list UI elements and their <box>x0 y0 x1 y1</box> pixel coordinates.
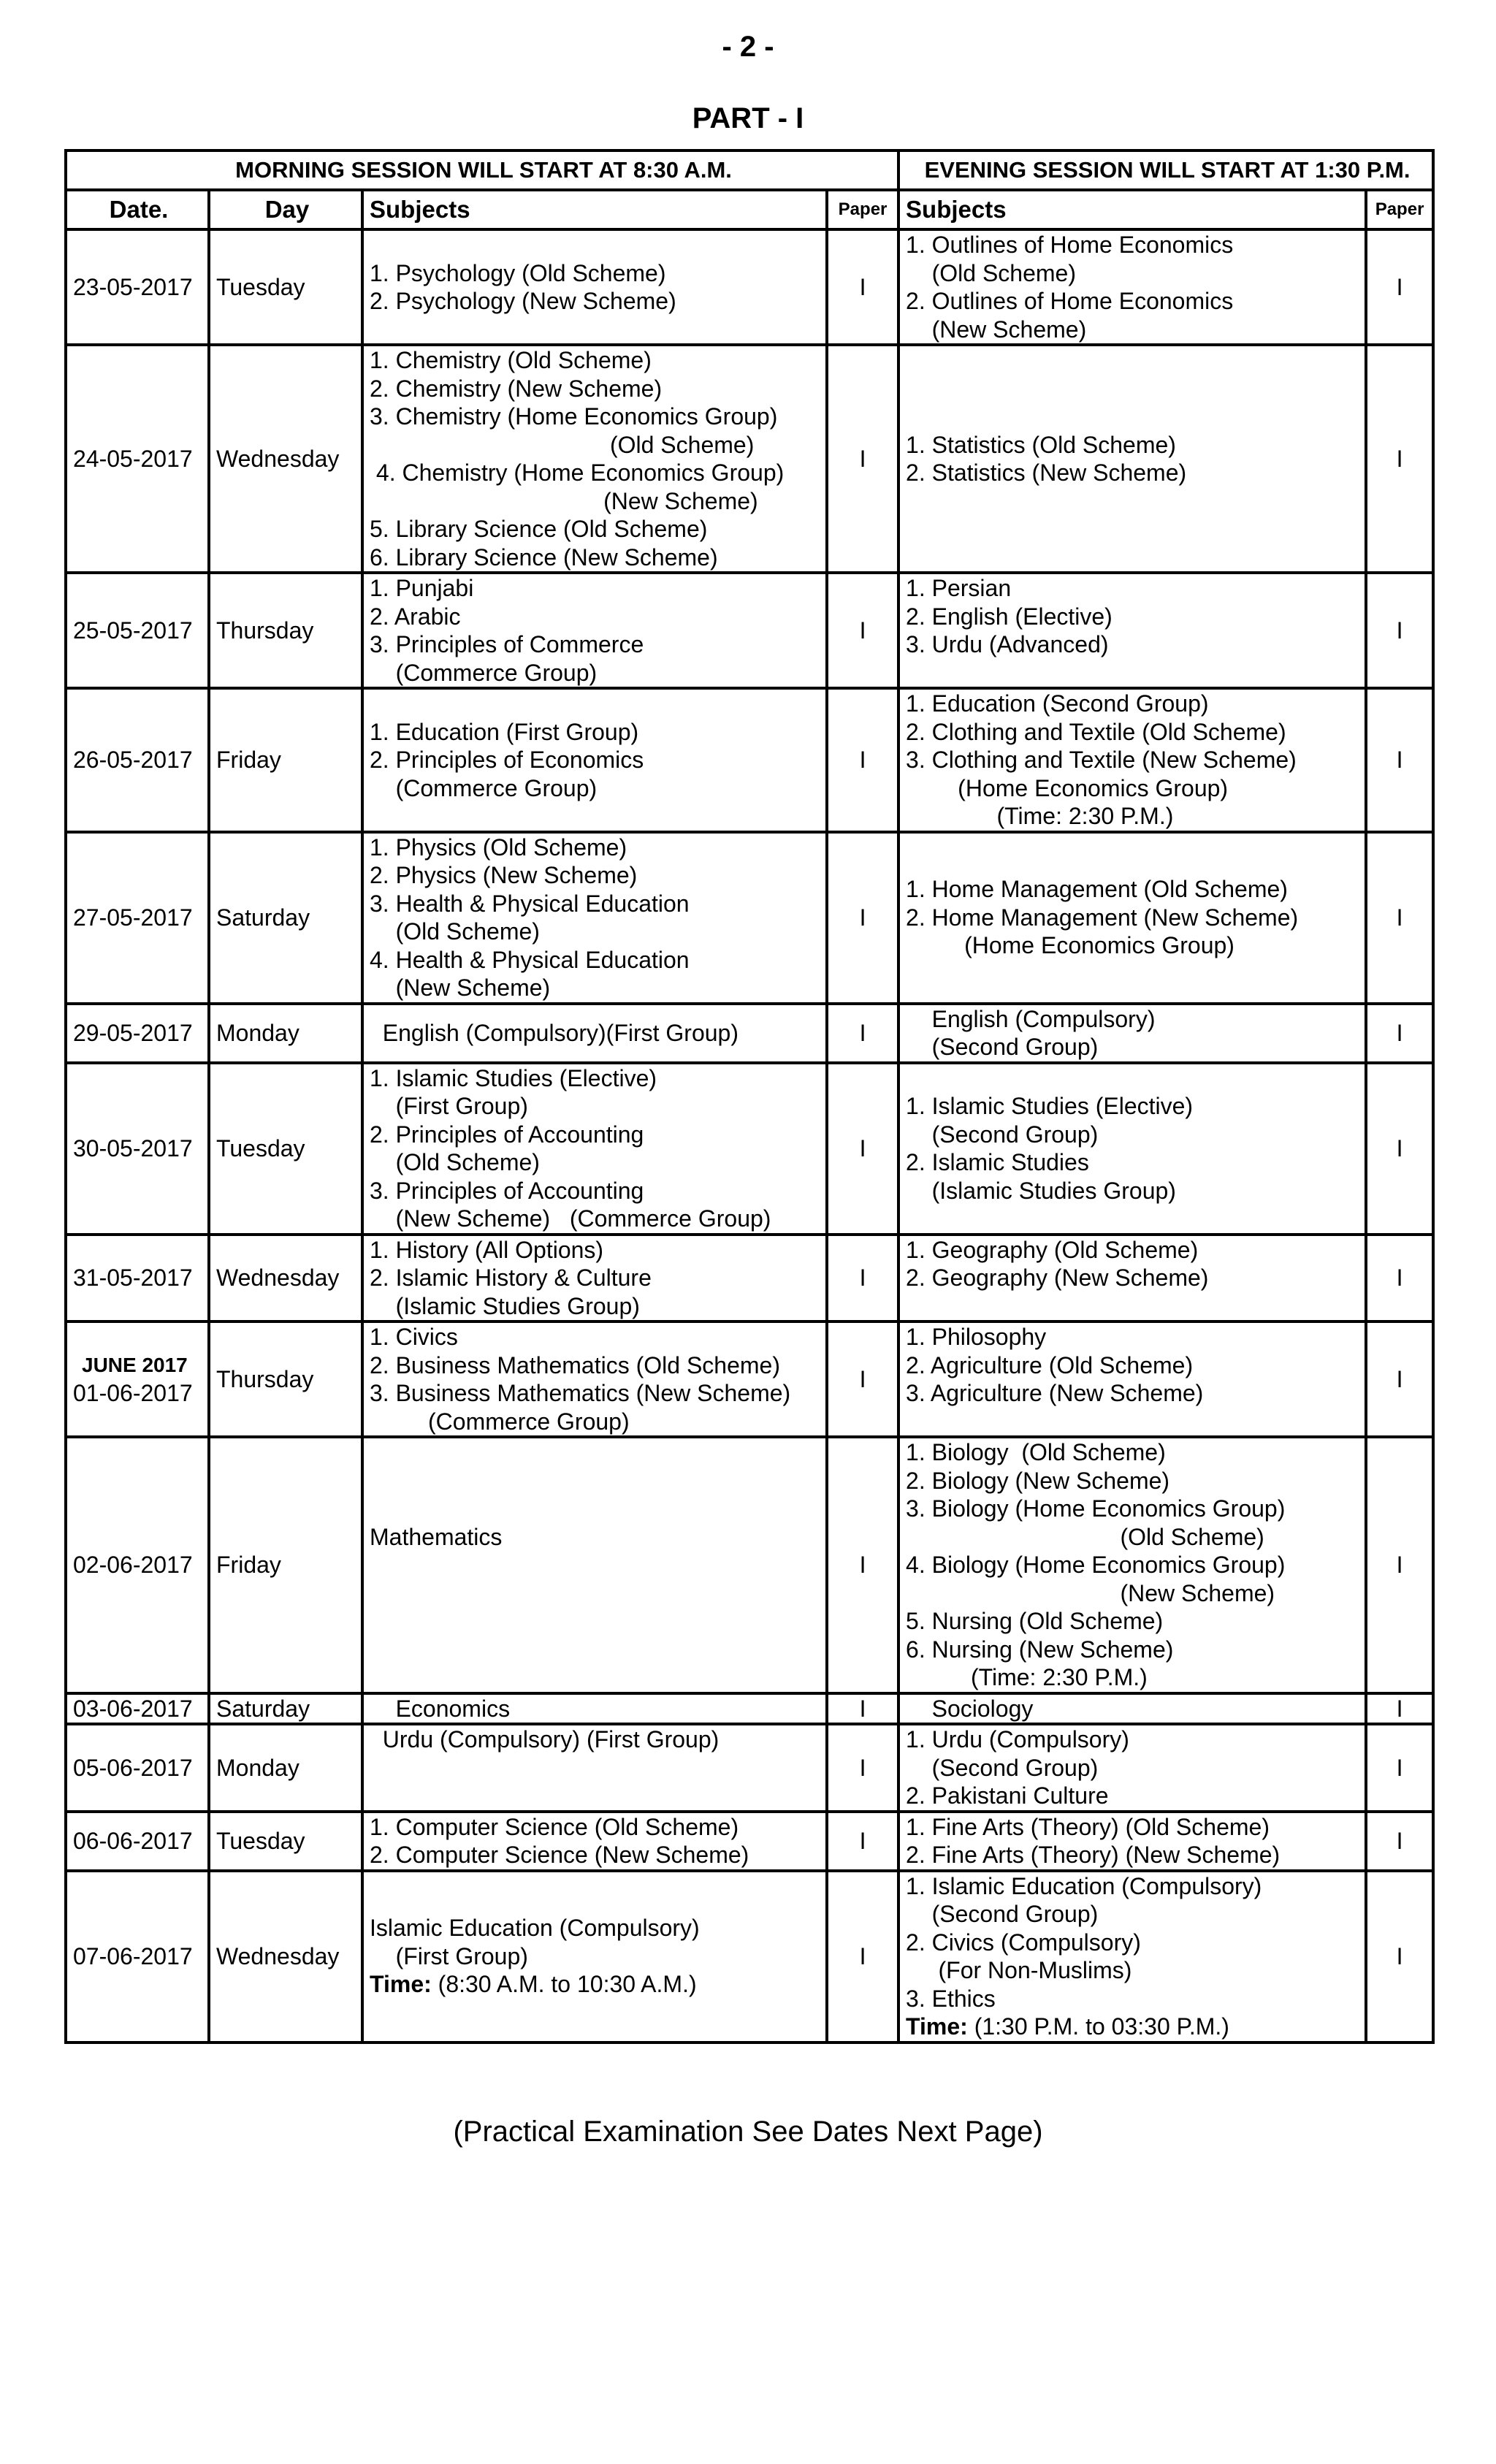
subject-line: 2. Pakistani Culture <box>906 1782 1109 1809</box>
subject-line: 3. Ethics <box>906 1985 996 2012</box>
column-header-row <box>66 190 1433 229</box>
morning-subjects-cell <box>362 1871 827 2042</box>
subject-line: 6. Nursing (New Scheme) <box>906 1636 1174 1663</box>
exam-date: 23-05-2017 <box>73 273 193 300</box>
subject-line: 1. Home Management (Old Scheme) <box>906 876 1288 903</box>
morning-paper-cell: I <box>827 345 898 573</box>
date-cell <box>66 1693 209 1725</box>
subject-line: 1. Urdu (Compulsory) <box>906 1726 1129 1752</box>
exam-date: 26-05-2017 <box>73 747 193 773</box>
evening-subjects-cell <box>898 1321 1366 1437</box>
subject-line: (Second Group) <box>906 1034 1099 1060</box>
subject-line: 3. Urdu (Advanced) <box>906 631 1109 657</box>
month-heading: JUNE 2017 <box>82 1353 188 1376</box>
subject-line: 1. Statistics (Old Scheme) <box>906 431 1176 458</box>
subject-line: (Islamic Studies Group) <box>906 1177 1176 1204</box>
date-cell <box>66 1437 209 1693</box>
evening-subjects-cell <box>898 1693 1366 1725</box>
subject-line: (Old Scheme) <box>370 918 540 945</box>
morning-subjects-cell <box>362 1063 827 1235</box>
subject-line: 3. Principles of Accounting <box>370 1177 644 1204</box>
subject-line: 2. Islamic Studies <box>906 1149 1089 1175</box>
morning-paper-cell: I <box>827 1871 898 2042</box>
subject-line: 1. Education (Second Group) <box>906 690 1209 717</box>
evening-subjects-cell <box>898 229 1366 345</box>
evening-subjects-cell <box>898 1724 1366 1812</box>
subject-line: 3. Principles of Commerce <box>370 631 644 657</box>
subject-line: 1. Psychology (Old Scheme) <box>370 259 666 286</box>
subject-line: 4. Health & Physical Education <box>370 946 690 973</box>
day-cell: Wednesday <box>209 345 362 573</box>
subject-line: 1. Physics (Old Scheme) <box>370 834 627 861</box>
subject-line: 2. Clothing and Textile (Old Scheme) <box>906 718 1286 745</box>
exam-date: 25-05-2017 <box>73 617 193 644</box>
subject-line: English (Compulsory)(First Group) <box>370 1019 739 1046</box>
morning-session-header: MORNING SESSION WILL START AT 8:30 A.M. <box>66 150 898 190</box>
morning-subjects-cell <box>362 1812 827 1871</box>
subject-line: (New Scheme) <box>370 974 551 1001</box>
date-cell <box>66 832 209 1004</box>
subject-line: (Second Group) <box>906 1121 1099 1148</box>
date-cell <box>66 1724 209 1812</box>
schedule-body <box>66 229 1433 2042</box>
subject-line <box>906 659 1362 687</box>
morning-subjects-cell <box>362 688 827 832</box>
subject-line: (Time: 2:30 P.M.) <box>906 803 1174 829</box>
table-row <box>66 1063 1433 1235</box>
date-column-header: Date. <box>66 190 209 229</box>
morning-paper-cell: I <box>827 1724 898 1812</box>
exam-date: 02-06-2017 <box>73 1552 193 1578</box>
time-value: (8:30 A.M. to 10:30 A.M.) <box>431 1971 697 1998</box>
day-cell: Saturday <box>209 832 362 1004</box>
subject-line: 2. Fine Arts (Theory) (New Scheme) <box>906 1842 1281 1868</box>
day-cell: Tuesday <box>209 229 362 345</box>
subject-line: 5. Library Science (Old Scheme) <box>370 516 708 542</box>
time-label: Time: <box>370 1971 432 1998</box>
evening-paper-cell: I <box>1366 1235 1433 1322</box>
day-cell: Thursday <box>209 573 362 688</box>
evening-paper-cell: I <box>1366 688 1433 832</box>
exam-date: 27-05-2017 <box>73 904 193 931</box>
subject-line <box>370 1754 823 1782</box>
subject-line: (Commerce Group) <box>370 659 598 686</box>
subject-line: (Second Group) <box>906 1901 1099 1927</box>
morning-subjects-cell <box>362 1004 827 1063</box>
day-cell: Friday <box>209 1437 362 1693</box>
subject-line: (Second Group) <box>906 1754 1099 1781</box>
date-cell <box>66 229 209 345</box>
morning-paper-cell: I <box>827 832 898 1004</box>
table-row <box>66 1812 1433 1871</box>
date-cell <box>66 688 209 832</box>
morning-paper-cell: I <box>827 688 898 832</box>
subject-line: 2. Principles of Economics <box>370 747 644 773</box>
exam-date: 03-06-2017 <box>73 1695 193 1722</box>
evening-paper-cell: I <box>1366 1871 1433 2042</box>
table-row <box>66 345 1433 573</box>
table-row <box>66 1437 1433 1693</box>
date-cell <box>66 1004 209 1063</box>
subject-line: 1. Geography (Old Scheme) <box>906 1236 1199 1263</box>
evening-subjects-cell <box>898 1063 1366 1235</box>
subject-line: 2. Outlines of Home Economics <box>906 288 1234 314</box>
morning-paper-cell: I <box>827 573 898 688</box>
subject-line: (New Scheme) (Commerce Group) <box>370 1205 771 1232</box>
subject-line: Islamic Education (Compulsory) <box>370 1915 700 1942</box>
subject-line: 6. Library Science (New Scheme) <box>370 543 718 571</box>
evening-subjects-cell <box>898 573 1366 688</box>
subject-line: 1. Fine Arts (Theory) (Old Scheme) <box>906 1813 1270 1840</box>
morning-subjects-cell <box>362 1321 827 1437</box>
subject-line: (New Scheme) <box>906 316 1087 343</box>
morning-paper-column-header: Paper <box>827 190 898 229</box>
table-row <box>66 1235 1433 1322</box>
morning-paper-cell: I <box>827 1235 898 1322</box>
day-cell: Wednesday <box>209 1871 362 2042</box>
subject-line <box>906 1292 1362 1321</box>
subject-line: (Home Economics Group) <box>906 932 1234 959</box>
exam-schedule-table <box>64 149 1435 2044</box>
exam-date: 07-06-2017 <box>73 1942 193 1969</box>
table-row <box>66 573 1433 688</box>
day-cell: Wednesday <box>209 1235 362 1322</box>
table-row <box>66 229 1433 345</box>
subject-line: 1. Computer Science (Old Scheme) <box>370 1813 739 1840</box>
subject-line: 2. Arabic <box>370 603 461 630</box>
exam-date: 31-05-2017 <box>73 1265 193 1291</box>
subject-line: 3. Chemistry (Home Economics Group) <box>370 403 778 430</box>
subject-line: Economics <box>370 1695 511 1722</box>
day-cell: Monday <box>209 1004 362 1063</box>
subject-line <box>906 1408 1362 1436</box>
date-cell <box>66 345 209 573</box>
subject-line: 2. Psychology (New Scheme) <box>370 288 676 314</box>
morning-subjects-cell <box>362 345 827 573</box>
day-column-header: Day <box>209 190 362 229</box>
exam-date: 24-05-2017 <box>73 445 193 472</box>
table-row <box>66 1004 1433 1063</box>
subject-line: 3. Business Mathematics (New Scheme) <box>370 1380 791 1406</box>
subject-line: 2. Home Management (New Scheme) <box>906 904 1299 931</box>
subject-line: (Commerce Group) <box>370 774 598 801</box>
day-cell: Tuesday <box>209 1812 362 1871</box>
evening-paper-cell: I <box>1366 1321 1433 1437</box>
evening-paper-cell: I <box>1366 832 1433 1004</box>
date-cell <box>66 1321 209 1437</box>
morning-paper-cell: I <box>827 1321 898 1437</box>
subject-line: 4. Chemistry (Home Economics Group) <box>370 459 785 486</box>
time-label: Time: <box>906 2013 968 2040</box>
subject-line: (Old Scheme) <box>906 1523 1264 1550</box>
subject-line <box>370 1782 823 1810</box>
subject-line: 1. Islamic Education (Compulsory) <box>906 1872 1262 1899</box>
exam-date: 05-06-2017 <box>73 1754 193 1781</box>
subject-line: 2. Biology (New Scheme) <box>906 1467 1170 1494</box>
evening-paper-cell: I <box>1366 1004 1433 1063</box>
evening-paper-cell: I <box>1366 573 1433 688</box>
table-row <box>66 688 1433 832</box>
subject-line: (New Scheme) <box>906 1579 1275 1606</box>
evening-session-header: EVENING SESSION WILL START AT 1:30 P.M. <box>898 150 1433 190</box>
exam-date: 01-06-2017 <box>73 1380 193 1406</box>
subject-line: (Islamic Studies Group) <box>370 1292 640 1319</box>
evening-subjects-cell <box>898 1812 1366 1871</box>
subject-line: (Home Economics Group) <box>906 774 1229 801</box>
evening-paper-cell: I <box>1366 1063 1433 1235</box>
date-cell <box>66 1871 209 2042</box>
morning-subjects-cell <box>362 1724 827 1812</box>
subject-line: (For Non-Muslims) <box>906 1957 1132 1983</box>
subject-line: 1. Outlines of Home Economics <box>906 232 1234 258</box>
subject-line: 3. Clothing and Textile (New Scheme) <box>906 747 1297 773</box>
morning-subjects-cell <box>362 832 827 1004</box>
day-cell: Saturday <box>209 1693 362 1725</box>
subject-line: Mathematics <box>370 1523 503 1550</box>
exam-date: 30-05-2017 <box>73 1134 193 1162</box>
part-title: PART - I <box>692 102 804 134</box>
footer-note: (Practical Examination See Dates Next Page) <box>453 2116 1043 2148</box>
subject-line: 1. Islamic Studies (Elective) <box>370 1064 657 1091</box>
subject-line <box>370 1551 823 1579</box>
subject-line: 3. Agriculture (New Scheme) <box>906 1380 1204 1406</box>
subject-line: 2. Principles of Accounting <box>370 1121 644 1148</box>
subject-line: (Old Scheme) <box>370 1149 540 1175</box>
exam-date: 06-06-2017 <box>73 1827 193 1854</box>
morning-paper-cell: I <box>827 1693 898 1725</box>
subject-line: 1. Persian <box>906 575 1012 601</box>
evening-subjects-cell <box>898 1004 1366 1063</box>
subject-line: 2. English (Elective) <box>906 603 1113 630</box>
subject-line: English (Compulsory) <box>906 1005 1156 1032</box>
day-cell: Thursday <box>209 1321 362 1437</box>
morning-subjects-cell <box>362 229 827 345</box>
evening-paper-cell: I <box>1366 1437 1433 1693</box>
morning-paper-cell: I <box>827 1812 898 1871</box>
subject-line: 1. Biology (Old Scheme) <box>906 1439 1166 1465</box>
day-cell: Friday <box>209 688 362 832</box>
subject-line: (Commerce Group) <box>370 1408 630 1435</box>
subject-line: 4. Biology (Home Economics Group) <box>906 1552 1286 1578</box>
subject-line: 2. Computer Science (New Scheme) <box>370 1842 749 1868</box>
subject-line: 2. Chemistry (New Scheme) <box>370 375 663 402</box>
subject-line: (Old Scheme) <box>906 259 1076 286</box>
evening-paper-cell: I <box>1366 1724 1433 1812</box>
subject-line: 2. Agriculture (Old Scheme) <box>906 1351 1194 1378</box>
subject-line: Sociology <box>906 1695 1034 1722</box>
morning-subjects-column-header: Subjects <box>362 190 827 229</box>
morning-subjects-cell <box>362 1235 827 1322</box>
evening-subjects-cell <box>898 1437 1366 1693</box>
evening-subjects-cell <box>898 1235 1366 1322</box>
subject-line: 3. Health & Physical Education <box>370 890 690 917</box>
subject-line: 1. Education (First Group) <box>370 718 639 745</box>
subject-line: (Old Scheme) <box>370 431 755 458</box>
date-cell <box>66 1235 209 1322</box>
table-row <box>66 1321 1433 1437</box>
evening-subjects-cell <box>898 345 1366 573</box>
subject-line: 1. Philosophy <box>906 1324 1047 1350</box>
morning-paper-cell: I <box>827 1437 898 1693</box>
evening-subjects-cell <box>898 832 1366 1004</box>
evening-paper-cell: I <box>1366 229 1433 345</box>
subject-line: 2. Civics (Compulsory) <box>906 1929 1141 1956</box>
evening-paper-cell: I <box>1366 345 1433 573</box>
evening-subjects-cell <box>898 688 1366 832</box>
subject-line: (First Group) <box>370 1942 528 1969</box>
morning-paper-cell: I <box>827 1063 898 1235</box>
subject-line: 2. Geography (New Scheme) <box>906 1265 1209 1291</box>
evening-paper-cell: I <box>1366 1693 1433 1725</box>
table-row <box>66 1693 1433 1725</box>
session-header-row <box>66 150 1433 190</box>
morning-paper-cell: I <box>827 229 898 345</box>
subject-line: 5. Nursing (Old Scheme) <box>906 1608 1164 1634</box>
subject-line <box>370 1579 823 1608</box>
subject-line: 3. Biology (Home Economics Group) <box>906 1495 1286 1522</box>
day-cell: Tuesday <box>209 1063 362 1235</box>
date-cell <box>66 1812 209 1871</box>
date-cell <box>66 573 209 688</box>
subject-line: 1. History (All Options) <box>370 1236 604 1263</box>
morning-subjects-cell <box>362 573 827 688</box>
exam-date: 29-05-2017 <box>73 1019 193 1046</box>
date-cell <box>66 1063 209 1235</box>
table-row <box>66 1724 1433 1812</box>
subject-line: 2. Statistics (New Scheme) <box>906 459 1187 486</box>
subject-line: 1. Punjabi <box>370 575 474 601</box>
subject-line: (First Group) <box>370 1093 528 1119</box>
subject-line: (New Scheme) <box>370 487 758 514</box>
subject-line: 1. Islamic Studies (Elective) <box>906 1093 1194 1119</box>
subject-line: 2. Physics (New Scheme) <box>370 862 638 888</box>
morning-subjects-cell <box>362 1437 827 1693</box>
table-row <box>66 832 1433 1004</box>
subject-line: 1. Civics <box>370 1324 458 1350</box>
table-row <box>66 1871 1433 2042</box>
evening-paper-column-header: Paper <box>1366 190 1433 229</box>
day-cell: Monday <box>209 1724 362 1812</box>
subject-line: 2. Business Mathematics (Old Scheme) <box>370 1351 780 1378</box>
morning-paper-cell: I <box>827 1004 898 1063</box>
page-number: - 2 - <box>722 31 774 63</box>
evening-paper-cell: I <box>1366 1812 1433 1871</box>
subject-line: Urdu (Compulsory) (First Group) <box>370 1726 720 1752</box>
time-value: (1:30 P.M. to 03:30 P.M.) <box>967 2013 1229 2040</box>
evening-subjects-cell <box>898 1871 1366 2042</box>
subject-line: 1. Chemistry (Old Scheme) <box>370 347 652 373</box>
subject-line: 2. Islamic History & Culture <box>370 1265 652 1291</box>
morning-subjects-cell <box>362 1693 827 1725</box>
subject-line: (Time: 2:30 P.M.) <box>906 1664 1148 1690</box>
evening-subjects-column-header: Subjects <box>898 190 1366 229</box>
